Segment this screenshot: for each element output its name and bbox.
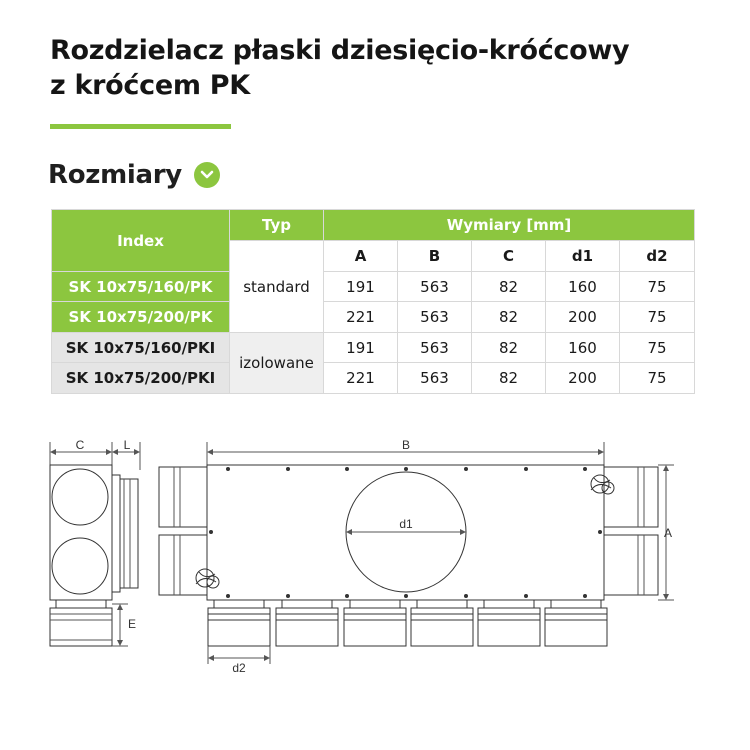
typ-standard: standard [230, 241, 324, 333]
chevron-down-icon[interactable] [194, 162, 220, 188]
cell-d1: 160 [546, 333, 620, 363]
row-index: SK 10x75/160/PKI [52, 333, 230, 363]
header-index: Index [52, 210, 230, 272]
cell-a: 221 [324, 363, 398, 394]
cell-b: 563 [398, 272, 472, 302]
cell-a: 221 [324, 302, 398, 333]
cell-b: 563 [398, 363, 472, 394]
cell-d2: 75 [620, 363, 695, 394]
cell-d2: 75 [620, 272, 695, 302]
cell-c: 82 [472, 363, 546, 394]
header-col-d2: d2 [620, 241, 695, 272]
technical-drawing [0, 430, 750, 680]
dim-label-c: C [75, 438, 85, 452]
cell-b: 563 [398, 302, 472, 333]
page-title [50, 33, 629, 103]
side-view [50, 438, 140, 646]
table-row [52, 363, 695, 394]
header-col-a: A [324, 241, 398, 272]
header-wymiary: Wymiary [mm] [324, 210, 695, 241]
row-index: SK 10x75/200/PK [52, 302, 230, 333]
table-row [52, 272, 695, 302]
dim-label-b: B [401, 438, 411, 452]
header-col-d1: d1 [546, 241, 620, 272]
table-row [52, 333, 695, 363]
cell-a: 191 [324, 272, 398, 302]
typ-izolowane: izolowane [230, 333, 324, 394]
cell-d2: 75 [620, 302, 695, 333]
table-row [52, 302, 695, 333]
cell-c: 82 [472, 302, 546, 333]
front-view [159, 438, 674, 675]
cell-d1: 160 [546, 272, 620, 302]
cell-d1: 200 [546, 363, 620, 394]
section-header-rozmiary[interactable] [48, 160, 220, 190]
dim-label-l: L [123, 438, 131, 452]
title-line-1: Rozdzielacz płaski dziesięcio-króćcowy [50, 35, 630, 66]
dimensions-table [51, 209, 695, 394]
header-typ: Typ [230, 210, 324, 241]
cell-b: 563 [398, 333, 472, 363]
damper-icon [591, 475, 614, 494]
cell-a: 191 [324, 333, 398, 363]
section-title: Rozmiary [48, 160, 182, 190]
row-index: SK 10x75/160/PK [52, 272, 230, 302]
cell-c: 82 [472, 272, 546, 302]
dim-label-d2: d2 [232, 661, 246, 675]
title-line-2: z króćcem PK [50, 70, 250, 101]
cell-d1: 200 [546, 302, 620, 333]
dim-label-a: A [664, 526, 673, 540]
dim-label-e: E [128, 617, 137, 631]
header-col-c: C [472, 241, 546, 272]
header-col-b: B [398, 241, 472, 272]
cell-c: 82 [472, 333, 546, 363]
title-underline [50, 124, 231, 129]
dim-label-d1: d1 [399, 517, 413, 531]
row-index: SK 10x75/200/PKI [52, 363, 230, 394]
cell-d2: 75 [620, 333, 695, 363]
